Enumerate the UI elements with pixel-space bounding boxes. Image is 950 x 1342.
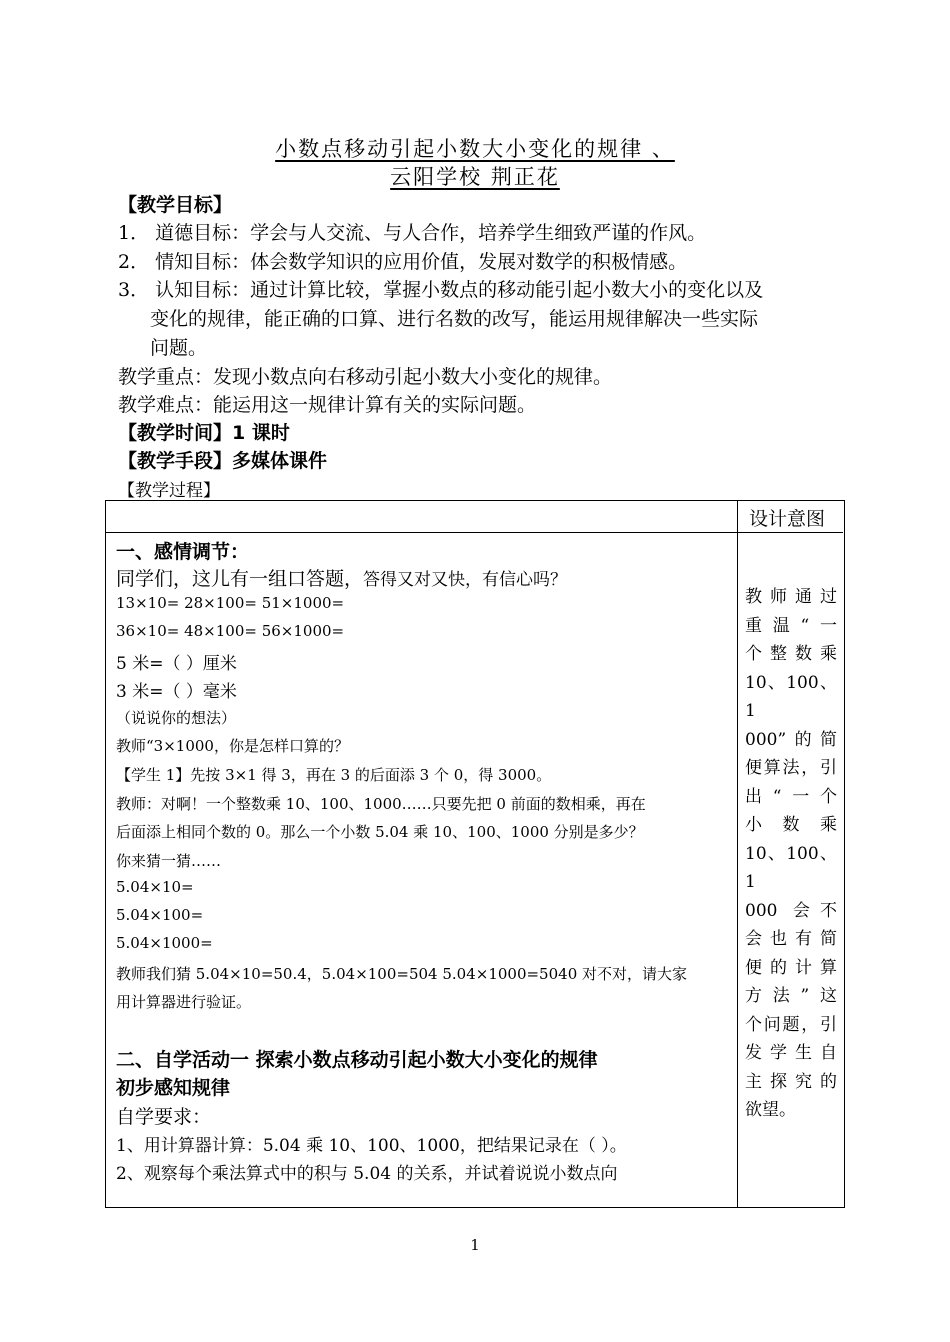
s1-teacher: 教师：对啊！一个整数乘 10、100、1000……只要先把 0 前面的数相乘，再在	[116, 795, 646, 813]
section2-heading: 二、自学活动一 探索小数点移动引起小数大小变化的规律	[116, 1049, 598, 1071]
note-line: 会也有简	[745, 929, 837, 949]
s1-question: 5.04×10=	[116, 878, 194, 896]
s1-teacher: 教师“3×1000，你是怎样口算的？	[116, 737, 349, 755]
s1-calc: 3 米=（ ）毫米	[116, 682, 237, 702]
s1-calc: 5 米=（ ）厘米	[116, 654, 237, 674]
design-intent-note	[745, 583, 837, 1125]
header-divider	[106, 532, 843, 533]
key-point: 教学重点：发现小数点向右移动引起小数大小变化的规律。	[118, 366, 613, 388]
note-line: 个整数乘	[745, 644, 837, 664]
goal-item-continued: 问题。	[150, 337, 208, 359]
note-line: 10、100、1	[745, 672, 837, 721]
s1-calc: 36×10= 48×100= 56×1000=	[116, 622, 345, 640]
column-divider	[737, 501, 738, 1207]
note-line: 方法”这	[745, 986, 837, 1006]
time-line: 【教学时间】1 课时	[118, 422, 290, 444]
note-line: 出“一个	[745, 786, 837, 807]
means-line: 【教学手段】多媒体课件	[118, 450, 328, 472]
note-line: 个问题，引	[745, 1014, 837, 1035]
note-line: 便的计算	[745, 957, 837, 978]
author-line: 云阳学校 荆正花	[390, 165, 560, 189]
s1-teacher: 后面添上相同个数的 0。那么一个小数 5.04 乘 10、100、1000 分别是多少？	[116, 823, 644, 841]
process-table	[105, 500, 845, 1208]
note-line: 教师通过	[745, 587, 837, 607]
document-title: 小数点移动引起小数大小变化的规律 、	[275, 137, 675, 161]
note-line: 重温“一	[745, 615, 837, 636]
difficult-point: 教学难点：能运用这一规律计算有关的实际问题。	[118, 394, 537, 416]
s1-student: 【学生 1】先按 3×1 得 3，再在 3 的后面添 3 个 0，得 3000。	[116, 766, 552, 784]
section2-subheading: 初步感知规律	[116, 1077, 231, 1099]
section1-heading: 一、感情调节：	[116, 541, 250, 563]
s1-say: （说说你的想法）	[116, 709, 237, 727]
note-line: 小 数 乘	[745, 815, 837, 835]
goal-item-continued: 变化的规律，能正确的口算、进行名数的改写，能运用规律解决一些实际	[150, 308, 759, 330]
design-intent-header: 设计意图	[749, 508, 826, 530]
page-number: 1	[470, 1236, 480, 1254]
note-line: 主探究的	[745, 1071, 837, 1092]
s1-question: 5.04×100=	[116, 906, 204, 924]
s1-line1: 同学们，这儿有一组口答题，答得又对又快，有信心吗？	[116, 568, 568, 590]
note-line: 000”的简	[745, 729, 837, 750]
note-line: 便算法，引	[745, 758, 837, 778]
s1-calc: 13×10= 28×100= 51×1000=	[116, 594, 345, 612]
goal-item: 2． 情知目标：体会数学知识的应用价值，发展对数学的积极情感。	[118, 251, 688, 273]
note-line: 000 会不	[745, 900, 837, 921]
note-line: 发学生自	[745, 1043, 837, 1063]
requirement: 2、观察每个乘法算式中的积与 5.04 的关系，并试着说说小数点向	[116, 1164, 618, 1184]
note-line: 欲望。	[745, 1100, 796, 1120]
requirement: 1、用计算器计算：5.04 乘 10、100、1000，把结果记录在（ ）。	[116, 1136, 627, 1156]
s1-teacher: 教师我们猜 5.04×10=50.4，5.04×100=504 5.04×1000=5040 对不对，请大家	[116, 965, 688, 983]
goal-item: 3． 认知目标：通过计算比较，掌握小数点的移动能引起小数大小的变化以及	[118, 279, 764, 301]
s1-question: 5.04×1000=	[116, 934, 213, 952]
note-line: 10、100、1	[745, 843, 837, 892]
s1-teacher: 用计算器进行验证。	[116, 993, 252, 1011]
s1-guess: 你来猜一猜……	[116, 852, 222, 870]
self-study-label: 自学要求：	[116, 1106, 212, 1128]
process-heading: 【教学过程】	[118, 481, 220, 501]
goal-item: 1． 道德目标：学会与人交流、与人合作，培养学生细致严谨的作风。	[118, 222, 707, 244]
goals-heading: 【教学目标】	[118, 194, 233, 216]
